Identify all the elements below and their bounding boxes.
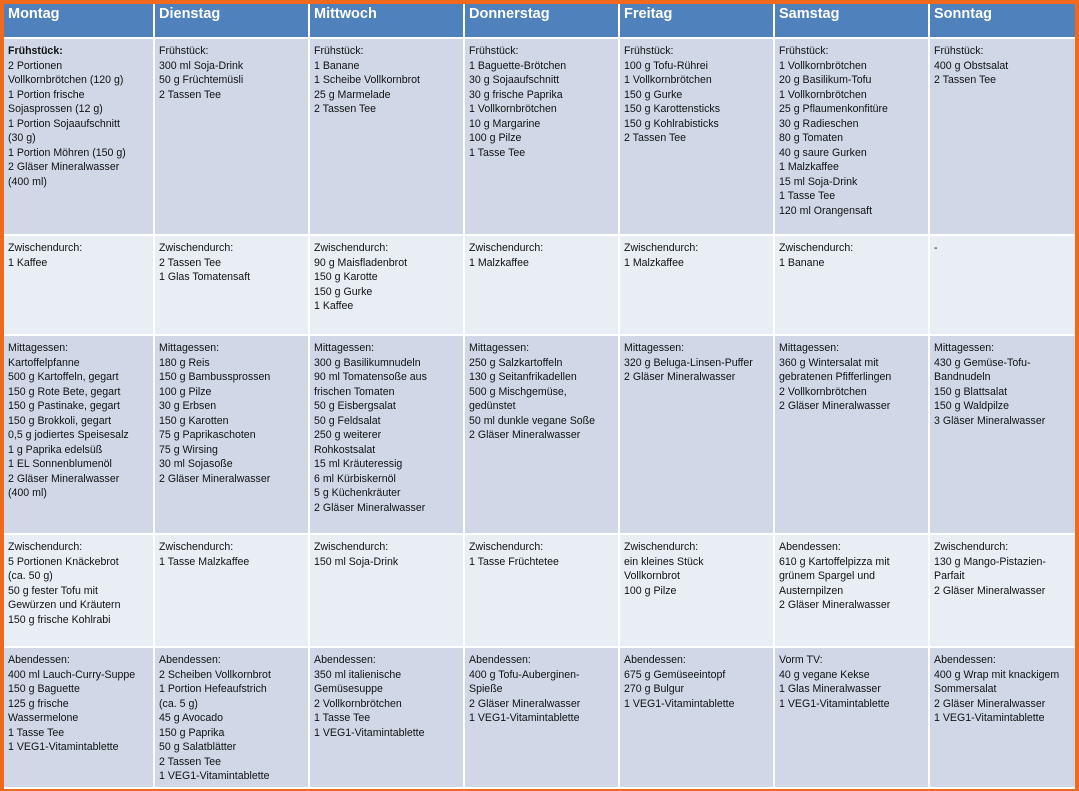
meal-item: 1 Tasse Früchtetee	[469, 555, 559, 568]
meal-item: Gewürzen und Kräutern	[8, 599, 121, 611]
meal-heading: Abendessen:	[314, 654, 376, 666]
meal-item: 1 Scheibe Vollkornbrot	[314, 74, 421, 86]
meal-cell	[619, 235, 774, 335]
meal-item: 1 VEG1-Vitamintablette	[934, 712, 1045, 724]
meal-item: 1 Banane	[779, 256, 825, 269]
meal-item: 100 g Pilze	[469, 132, 522, 144]
meal-item: 1 VEG1-Vitamintablette	[8, 741, 119, 753]
meal-plan-frame	[4, 4, 1075, 787]
meal-cell	[464, 38, 619, 235]
meal-heading: Zwischendurch:	[314, 242, 389, 254]
meal-item: 1 Tasse Tee	[779, 190, 836, 202]
meal-item: (ca. 5 g)	[159, 697, 198, 710]
meal-item: 150 g Karottensticks	[624, 103, 720, 115]
meal-item: 50 g fester Tofu mit	[8, 584, 98, 597]
meal-item: Gemüsesuppe	[314, 683, 383, 695]
day-header-donnerstag: Donnerstag	[464, 4, 619, 38]
meal-item: 25 g Pflaumenkonfitüre	[779, 103, 888, 115]
meal-item: (30 g)	[8, 132, 36, 144]
meal-item: 400 g Tofu-Auberginen-	[469, 668, 580, 681]
meal-item: Spieße	[469, 683, 503, 695]
meal-item: Vollkornbrötchen (120 g)	[8, 74, 124, 86]
meal-item: 1 Tasse Malzkaffee	[159, 555, 250, 568]
meal-item: 100 g Pilze	[159, 385, 212, 398]
meal-heading: Vorm TV:	[779, 654, 823, 666]
weekly-meal-plan-table	[4, 4, 1075, 789]
meal-item: 2 Tassen Tee	[159, 256, 222, 269]
meal-row	[4, 38, 1075, 235]
meal-heading: Zwischendurch:	[779, 242, 854, 254]
meal-cell	[774, 335, 929, 534]
meal-item: 250 g weiterer	[314, 429, 382, 441]
meal-item: 10 g Margarine	[469, 117, 541, 130]
meal-item: 1 Baguette-Brötchen	[469, 59, 567, 72]
meal-item: 25 g Marmelade	[314, 88, 391, 101]
meal-item: 1 VEG1-Vitamintablette	[314, 726, 425, 739]
meal-item: grünem Spargel und	[779, 570, 875, 582]
meal-cell	[619, 335, 774, 534]
meal-cell	[154, 534, 309, 647]
meal-item: 150 ml Soja-Drink	[314, 555, 399, 568]
meal-row	[4, 235, 1075, 335]
meal-item: 150 g Kohlrabisticks	[624, 117, 719, 130]
meal-item: Sommersalat	[934, 683, 997, 695]
meal-item: 2 Gläser Mineralwasser	[934, 697, 1046, 710]
meal-item: Parfait	[934, 570, 965, 582]
meal-item: (400 ml)	[8, 487, 47, 499]
meal-item: 2 Gläser Mineralwasser	[8, 472, 120, 485]
meal-item: 400 g Obstsalat	[934, 59, 1009, 72]
meal-item: 2 Gläser Mineralwasser	[159, 472, 271, 485]
meal-item: 5 Portionen Knäckebrot	[8, 555, 119, 568]
meal-cell	[774, 235, 929, 335]
meal-item: 100 g Pilze	[624, 584, 677, 597]
meal-item: 40 g saure Gurken	[779, 146, 867, 159]
meal-item: 90 g Maisfladenbrot	[314, 256, 408, 269]
meal-cell	[619, 38, 774, 235]
meal-item: 180 g Reis	[159, 356, 210, 369]
meal-item: 1 Portion Möhren (150 g)	[8, 146, 126, 159]
meal-heading: Frühstück:	[314, 45, 364, 57]
meal-item: 30 g Sojaaufschnitt	[469, 74, 560, 86]
meal-heading: Zwischendurch:	[314, 541, 389, 553]
meal-item: 30 ml Sojasoße	[159, 458, 233, 470]
meal-item: 50 g Früchtemüsli	[159, 74, 244, 86]
meal-item: 50 g Feldsalat	[314, 414, 381, 427]
meal-cell	[309, 534, 464, 647]
meal-item: 40 g vegane Kekse	[779, 668, 870, 681]
meal-item: 1 Vollkornbrötchen	[624, 74, 712, 86]
meal-item: 125 g frische	[8, 697, 69, 710]
meal-item: 500 g Mischgemüse,	[469, 385, 567, 398]
meal-item: 1 Portion Hefeaufstrich	[159, 683, 267, 695]
meal-heading: Abendessen:	[469, 654, 531, 666]
meal-cell	[4, 335, 154, 534]
meal-item: 1 Glas Tomatensaft	[159, 271, 251, 283]
meal-item: 1 Vollkornbrötchen	[779, 59, 867, 72]
meal-item: 150 g Karotten	[159, 414, 229, 427]
meal-item: (400 ml)	[8, 175, 47, 188]
meal-item: 50 g Eisbergsalat	[314, 400, 396, 412]
meal-cell	[464, 647, 619, 788]
meal-item: Austernpilzen	[779, 584, 844, 597]
meal-item: 1 Kaffee	[8, 256, 48, 269]
meal-item: 675 g Gemüseeintopf	[624, 668, 726, 681]
meal-item: 150 g Gurke	[314, 285, 373, 298]
meal-item: 1 Vollkornbrötchen	[779, 88, 867, 101]
meal-heading: Abendessen:	[624, 654, 686, 666]
meal-item: 15 ml Soja-Drink	[779, 175, 858, 188]
meal-cell	[774, 647, 929, 788]
meal-heading: Frühstück:	[159, 45, 209, 57]
meal-item: 1 Malzkaffee	[624, 256, 684, 269]
meal-heading: Frühstück:	[469, 45, 519, 57]
meal-heading: Mittagessen:	[779, 342, 840, 354]
meal-item: Bandnudeln	[934, 371, 991, 383]
meal-item: 2 Gläser Mineralwasser	[469, 429, 581, 441]
day-header-dienstag: Dienstag	[154, 4, 309, 38]
meal-cell	[309, 647, 464, 788]
meal-item: 2 Vollkornbrötchen	[314, 697, 402, 710]
meal-item: 120 ml Orangensaft	[779, 204, 873, 217]
meal-item: 1 VEG1-Vitamintablette	[159, 770, 270, 782]
meal-item: Wassermelone	[8, 712, 79, 724]
meal-item: 150 g frische Kohlrabi	[8, 613, 111, 626]
meal-row	[4, 534, 1075, 647]
meal-item: 0,5 g jodiertes Speisesalz	[8, 429, 129, 441]
meal-item: 1 Portion Sojaaufschnitt	[8, 117, 120, 130]
meal-item: 610 g Kartoffelpizza mit	[779, 555, 890, 568]
meal-cell	[4, 235, 154, 335]
meal-item: 1 Tasse Tee	[314, 712, 371, 724]
meal-item: (ca. 50 g)	[8, 570, 53, 582]
meal-item: 30 g frische Paprika	[469, 88, 563, 101]
meal-item: 2 Vollkornbrötchen	[779, 385, 867, 398]
meal-item: 80 g Tomaten	[779, 132, 844, 144]
meal-cell	[929, 235, 1075, 335]
meal-cell	[464, 534, 619, 647]
meal-item: 30 g Erbsen	[159, 400, 217, 412]
meal-heading: Frühstück:	[934, 45, 984, 57]
meal-item: 100 g Tofu-Rührei	[624, 59, 709, 72]
meal-item: Vollkornbrot	[624, 570, 680, 582]
meal-item: 500 g Kartoffeln, gegart	[8, 371, 119, 383]
day-header-mittwoch: Mittwoch	[309, 4, 464, 38]
meal-cell	[154, 235, 309, 335]
meal-heading: Zwischendurch:	[624, 541, 699, 553]
meal-heading: Mittagessen:	[159, 342, 220, 354]
meal-item: 1 Banane	[314, 59, 360, 72]
meal-item: 130 g Seitanfrikadellen	[469, 371, 577, 383]
meal-cell	[464, 235, 619, 335]
meal-item: 350 ml italienische	[314, 668, 402, 681]
meal-heading: Abendessen:	[934, 654, 996, 666]
meal-item: 300 ml Soja-Drink	[159, 59, 244, 72]
meal-heading: Zwischendurch:	[469, 541, 544, 553]
meal-cell	[154, 647, 309, 788]
meal-cell	[774, 534, 929, 647]
meal-item: 300 g Basilikumnudeln	[314, 356, 421, 369]
meal-item: 1 Malzkaffee	[469, 256, 529, 269]
meal-item: 2 Gläser Mineralwasser	[779, 599, 891, 611]
meal-cell	[464, 335, 619, 534]
meal-item: 150 g Blattsalat	[934, 385, 1008, 398]
meal-item: ein kleines Stück	[624, 555, 704, 568]
meal-heading: Mittagessen:	[624, 342, 685, 354]
meal-item: 2 Gläser Mineralwasser	[624, 371, 736, 383]
header-row	[4, 4, 1075, 38]
meal-item: gedünstet	[469, 400, 516, 412]
meal-cell	[774, 38, 929, 235]
meal-item: 1 Portion frische	[8, 88, 85, 101]
meal-item: 75 g Paprikaschoten	[159, 429, 256, 441]
day-header-montag: Montag	[4, 4, 154, 38]
meal-item: 90 ml Tomatensoße aus	[314, 371, 427, 383]
meal-heading: Abendessen:	[8, 654, 70, 666]
meal-item: 2 Tassen Tee	[934, 74, 997, 86]
meal-item: 30 g Radieschen	[779, 117, 859, 130]
meal-heading: Zwischendurch:	[8, 541, 83, 553]
meal-item: 430 g Gemüse-Tofu-	[934, 356, 1031, 369]
meal-item: 50 g Salatblätter	[159, 741, 237, 753]
meal-heading: Mittagessen:	[469, 342, 530, 354]
meal-item: 6 ml Kürbiskernöl	[314, 472, 396, 485]
meal-item: 1 Malzkaffee	[779, 161, 839, 173]
meal-heading: Frühstück:	[8, 45, 63, 57]
meal-cell	[4, 647, 154, 788]
meal-item: 2 Portionen	[8, 59, 63, 72]
meal-heading: Mittagessen:	[8, 342, 69, 354]
day-header-freitag: Freitag	[619, 4, 774, 38]
meal-item: 2 Tassen Tee	[624, 132, 687, 144]
meal-item: 2 Gläser Mineralwasser	[779, 400, 891, 412]
meal-item: 50 ml dunkle vegane Soße	[469, 414, 596, 427]
meal-item: 1 VEG1-Vitamintablette	[779, 697, 890, 710]
meal-cell	[929, 534, 1075, 647]
meal-cell	[619, 534, 774, 647]
meal-cell	[309, 235, 464, 335]
meal-item: 150 g Rote Bete, gegart	[8, 385, 121, 398]
meal-heading: Frühstück:	[779, 45, 829, 57]
meal-heading: Zwischendurch:	[159, 541, 234, 553]
meal-cell	[309, 38, 464, 235]
meal-item: frischen Tomaten	[314, 385, 395, 398]
meal-cell	[154, 335, 309, 534]
meal-item: 400 ml Lauch-Curry-Suppe	[8, 668, 136, 681]
meal-item: 150 g Pastinake, gegart	[8, 400, 120, 412]
meal-cell	[929, 38, 1075, 235]
meal-item: 1 Glas Mineralwasser	[779, 683, 881, 695]
meal-item: 1 EL Sonnenblumenöl	[8, 458, 112, 470]
meal-row	[4, 335, 1075, 534]
meal-cell	[309, 335, 464, 534]
meal-heading: Abendessen:	[779, 541, 841, 553]
meal-item: 150 g Baguette	[8, 683, 80, 695]
meal-heading: Frühstück:	[624, 45, 674, 57]
meal-item: 150 g Karotte	[314, 271, 378, 283]
meal-item: 150 g Waldpilze	[934, 400, 1009, 412]
meal-item: 2 Tassen Tee	[159, 88, 222, 101]
meal-item: Sojasprossen (12 g)	[8, 103, 103, 115]
meal-heading: Zwischendurch:	[624, 242, 699, 254]
meal-heading: -	[934, 242, 938, 254]
meal-item: 15 ml Kräuteressig	[314, 458, 403, 470]
meal-item: 45 g Avocado	[159, 712, 224, 724]
meal-item: Rohkostsalat	[314, 443, 376, 456]
meal-item: 2 Gläser Mineralwasser	[934, 584, 1046, 597]
meal-heading: Mittagessen:	[934, 342, 995, 354]
meal-heading: Zwischendurch:	[934, 541, 1009, 553]
meal-heading: Zwischendurch:	[8, 242, 83, 254]
meal-item: Kartoffelpfanne	[8, 356, 80, 369]
meal-item: 1 Tasse Tee	[469, 146, 526, 159]
meal-cell	[619, 647, 774, 788]
meal-heading: Abendessen:	[159, 654, 221, 666]
meal-item: 150 g Paprika	[159, 726, 225, 739]
meal-row	[4, 647, 1075, 788]
meal-item: 1 VEG1-Vitamintablette	[469, 712, 580, 724]
meal-item: 1 Tasse Tee	[8, 726, 65, 739]
meal-item: 1 Kaffee	[314, 300, 354, 312]
meal-item: 75 g Wirsing	[159, 443, 218, 456]
meal-item: 20 g Basilikum-Tofu	[779, 74, 872, 86]
meal-cell	[4, 38, 154, 235]
meal-item: 250 g Salzkartoffeln	[469, 356, 563, 369]
meal-item: 2 Gläser Mineralwasser	[469, 697, 581, 710]
meal-item: 150 g Brokkoli, gegart	[8, 414, 112, 427]
meal-item: 270 g Bulgur	[624, 683, 685, 695]
meal-item: 1 VEG1-Vitamintablette	[624, 697, 735, 710]
meal-heading: Zwischendurch:	[159, 242, 234, 254]
meal-cell	[929, 335, 1075, 534]
meal-heading: Zwischendurch:	[469, 242, 544, 254]
meal-cell	[4, 534, 154, 647]
meal-item: 3 Gläser Mineralwasser	[934, 414, 1046, 427]
meal-item: 2 Gläser Mineralwasser	[8, 161, 120, 173]
meal-item: 360 g Wintersalat mit	[779, 356, 879, 369]
meal-item: 150 g Gurke	[624, 88, 683, 101]
meal-item: 5 g Küchenkräuter	[314, 487, 401, 499]
meal-cell	[154, 38, 309, 235]
meal-item: 2 Gläser Mineralwasser	[314, 501, 426, 514]
meal-cell	[929, 647, 1075, 788]
meal-item: 2 Tassen Tee	[314, 103, 377, 115]
meal-item: 2 Scheiben Vollkornbrot	[159, 668, 271, 681]
meal-item: 130 g Mango-Pistazien-	[934, 555, 1046, 568]
meal-item: 2 Tassen Tee	[159, 755, 222, 768]
meal-item: 400 g Wrap mit knackigem	[934, 668, 1060, 681]
day-header-samstag: Samstag	[774, 4, 929, 38]
meal-item: 1 Vollkornbrötchen	[469, 103, 557, 115]
meal-heading: Mittagessen:	[314, 342, 375, 354]
meal-item: 320 g Beluga-Linsen-Puffer	[624, 356, 753, 369]
day-header-sonntag: Sonntag	[929, 4, 1075, 38]
meal-item: 150 g Bambussprossen	[159, 371, 271, 383]
meal-item: 1 g Paprika edelsüß	[8, 443, 103, 456]
meal-item: gebratenen Pfifferlingen	[779, 371, 892, 383]
